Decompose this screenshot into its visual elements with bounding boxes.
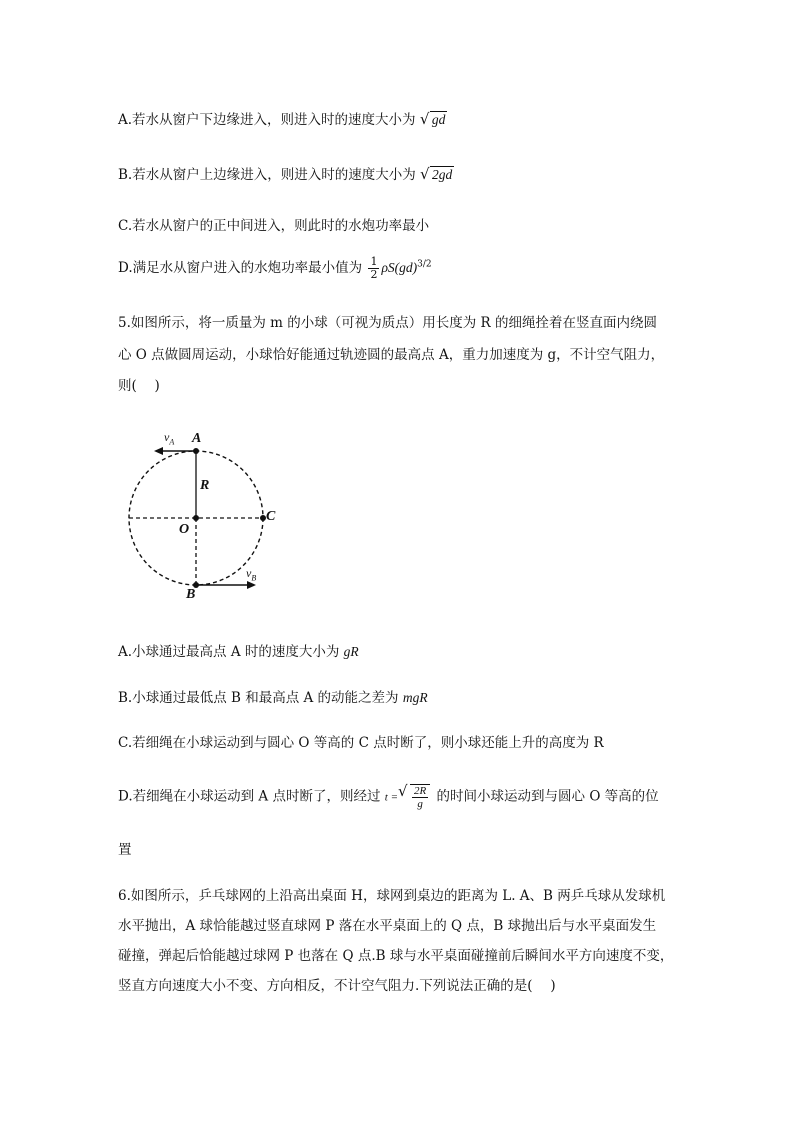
q5-stem-line-2: 心 O 点做圆周运动，小球恰好能通过轨迹圆的最高点 A，重力加速度为 g，不计空气阻力，	[118, 347, 665, 363]
frac-den: 2	[370, 268, 378, 281]
q4-option-b-expr: 2gd	[432, 167, 453, 182]
q4-option-a-text: A.若水从窗户下边缘进入，则进入时的速度大小为	[118, 112, 420, 128]
point-o	[193, 515, 199, 521]
frac-num: √ 2R	[414, 785, 427, 797]
q6-stem-line-3: 碰撞，弹起后恰能越过球网 P 也落在 Q 点.B 球与水平桌面碰撞前后瞬间水平方向速度不变，	[118, 948, 674, 964]
q5-circle-figure	[118, 425, 298, 614]
fraction	[410, 784, 430, 810]
q5-option-d-text-1: D.若细绳在小球运动到 A 点时断了，则经过	[118, 788, 385, 805]
q5-option-b-expr: mgR	[402, 690, 428, 705]
q6-stem-line-4: 竖直方向速度大小不变、方向相反，不计空气阻力.下列说法正确的是( )	[118, 978, 556, 994]
q5-option-c: C.若细绳在小球运动到与圆心 O 等高的 C 点时断了，则小球还能上升的高度为 R	[118, 735, 604, 751]
q5-option-d-cont: 置	[118, 842, 132, 858]
va-main: v	[164, 430, 170, 444]
q5-option-b	[118, 686, 428, 706]
exponent: 3/2	[417, 259, 432, 270]
q6-stem-line-2: 水平抛出，A 球恰能越过竖直球网 P 落在水平桌面上的 Q 点，B 球抛出后与水平桌面发生	[118, 918, 657, 934]
q6-stem-line-1: 6.如图所示，乒乓球网的上沿高出桌面 H，球网到桌边的距离为 L. A、B 两乒乓球从发球机	[118, 888, 666, 904]
q5-option-a-expr: gR	[343, 644, 359, 659]
q4-option-a	[118, 108, 447, 128]
q5-option-a-text: A.小球通过最高点 A 时的速度大小为	[118, 644, 344, 660]
q5-option-a	[118, 640, 359, 660]
vb-main: v	[246, 566, 252, 580]
q5-option-d-t: t =	[384, 791, 398, 804]
label-c: C	[266, 509, 276, 524]
frac-num: 1	[370, 255, 378, 268]
label-r: R	[200, 478, 210, 493]
label-a: A	[192, 431, 202, 446]
q4-option-c	[118, 214, 429, 234]
q4-option-b	[118, 163, 454, 183]
frac-den: g	[417, 798, 423, 810]
fraction	[368, 256, 379, 281]
label-b: B	[186, 587, 196, 602]
q5-option-b-text: B.小球通过最低点 B 和最高点 A 的动能之差为	[118, 690, 403, 706]
label-vb	[246, 566, 256, 582]
velocity-a-arrowhead	[154, 447, 163, 455]
q5-stem-line-3: 则( )	[118, 378, 160, 394]
sqrt-expression	[398, 784, 432, 810]
q4-option-a-expr: gd	[431, 112, 446, 127]
sqrt-expression	[420, 112, 448, 128]
q5-option-d	[118, 784, 659, 810]
label-o: O	[179, 522, 190, 537]
vb-sub: B	[251, 573, 257, 583]
q4-option-c-text: C.若水从窗户的正中间进入，则此时的水炮功率最小	[118, 218, 430, 234]
sqrt-expression	[420, 167, 454, 183]
q4-option-d	[118, 256, 432, 281]
q5-option-d-text-2: 的时间小球运动到与圆心 O 等高的位	[432, 788, 659, 805]
va-sub: A	[169, 437, 175, 447]
q4-option-d-expr: ρS(gd)	[381, 260, 418, 275]
q4-option-d-text: D.满足水从窗户进入的水炮功率最小值为	[118, 260, 367, 276]
label-va	[164, 430, 174, 446]
q4-option-b-text: B.若水从窗户上边缘进入，则进入时的速度大小为	[118, 167, 421, 183]
q5-stem-line-1: 5.如图所示，将一质量为 m 的小球（可视为质点）用长度为 R 的细绳拴着在竖直面内绕圆	[118, 315, 658, 331]
